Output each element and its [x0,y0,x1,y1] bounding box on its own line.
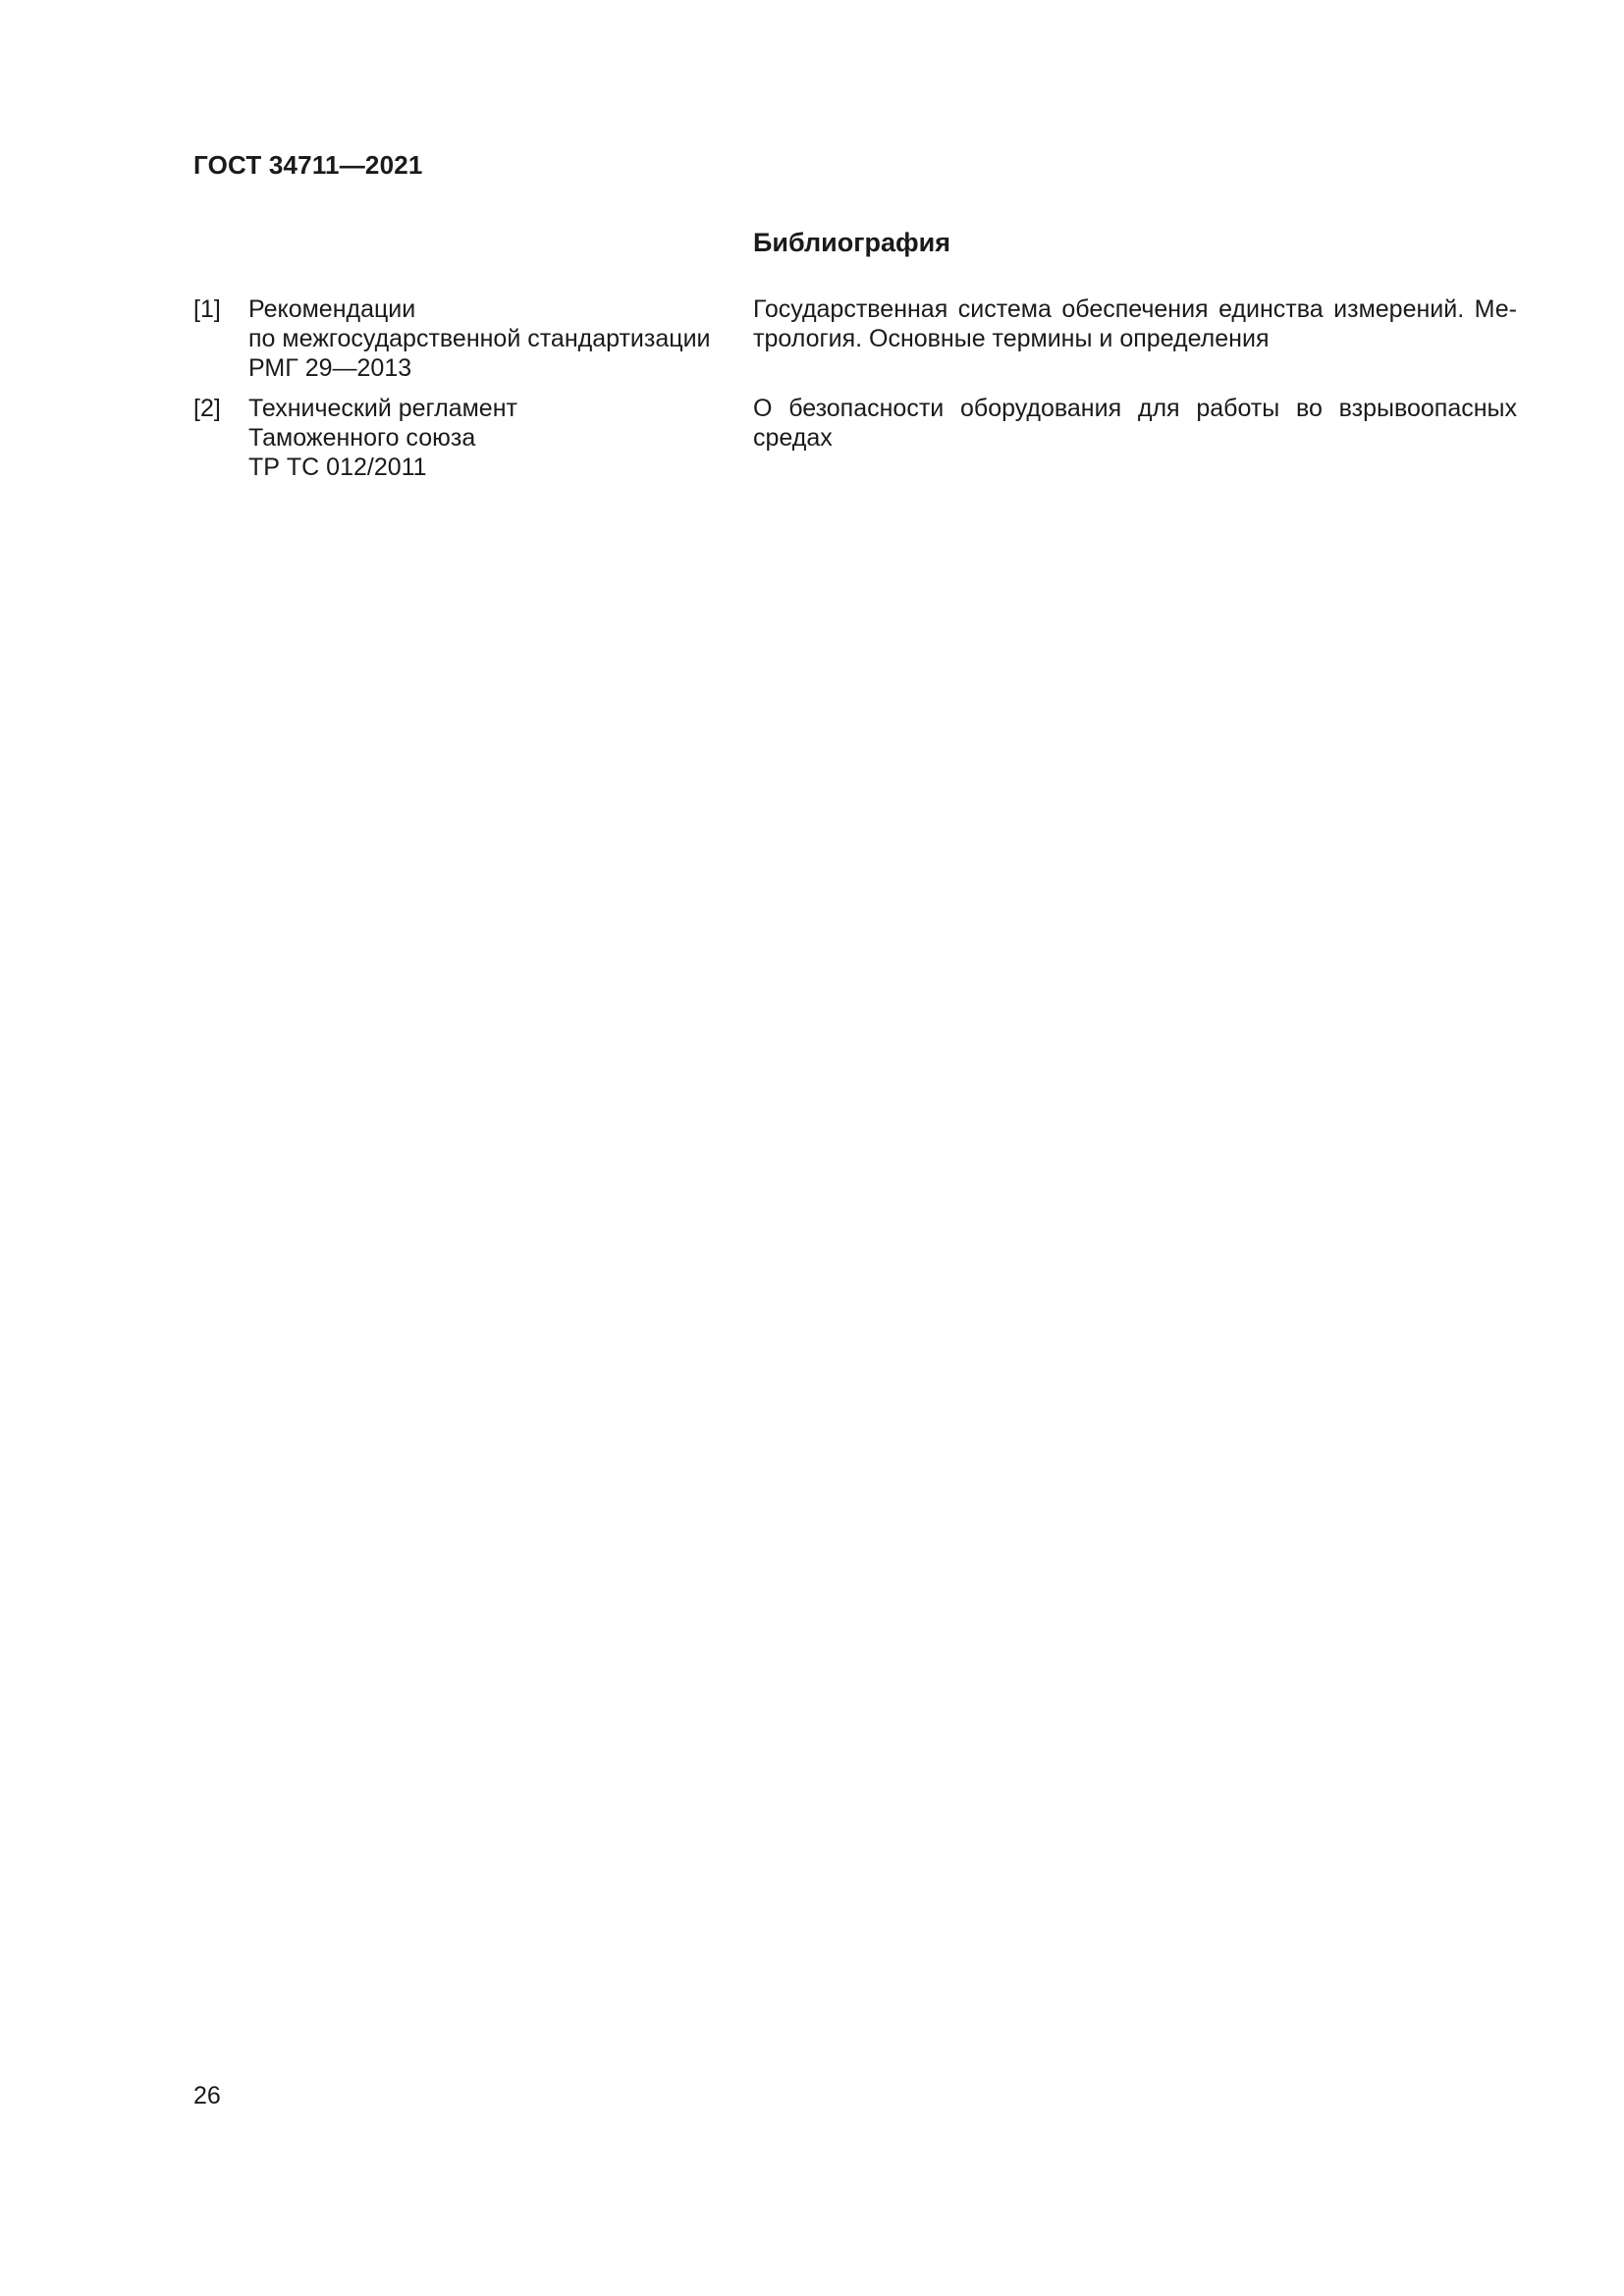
document-code-header: ГОСТ 34711—2021 [193,150,423,180]
bibliography-entry-description [753,294,1517,353]
source-line: по межгосударственной стандартизации [248,325,711,352]
bibliography-title: Библиография [753,228,950,257]
bibliography-entry-source [248,294,739,383]
description-line: О безопасности оборудования для работы во взрывоопасных [753,395,1517,422]
page-number: 26 [193,2082,221,2109]
bibliography-entry-number: [2] [193,395,221,422]
source-line: Таможенного союза [248,424,476,452]
description-line: Государственная система обеспечения единства измерений. Ме- [753,295,1517,323]
source-line: РМГ 29—2013 [248,354,412,382]
source-line: Технический регламент [248,395,517,422]
bibliography-entry-description [753,394,1517,453]
source-line: Рекомендации [248,295,416,323]
description-line: трология. Основные термины и определения [753,325,1270,352]
bibliography-entry-source [248,394,739,482]
source-line: ТР ТС 012/2011 [248,454,427,481]
description-line: средах [753,424,833,452]
bibliography-entry-number: [1] [193,295,221,323]
